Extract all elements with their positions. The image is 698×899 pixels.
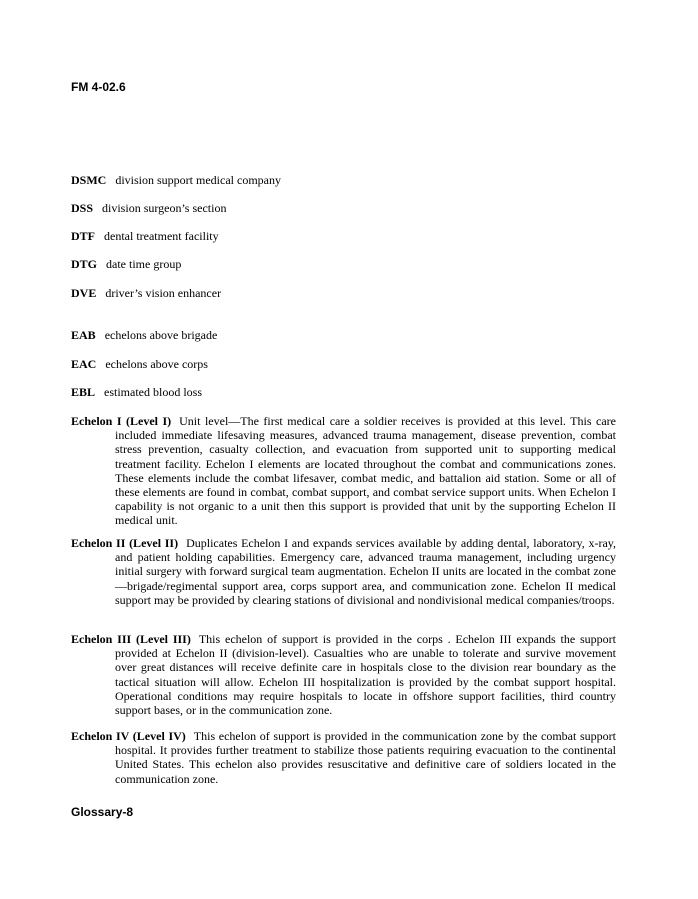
glossary-entry-echelon-iii xyxy=(71,632,616,717)
glossary-definition: date time group xyxy=(106,257,182,271)
glossary-definition: driver’s vision enhancer xyxy=(105,286,222,300)
glossary-definition: Duplicates Echelon I and expands services available by adding dental, laboratory, x-ray, and patient holding capabilities. Emergency care, advanced trauma management, including urgency initial surgery with forward surgical team augmentation. Echelon II units are located in the combat zone—brigade/regimental support area, corps support area, and communication zone. Echelon II medical support may be provided by clearing stations of divisional and nondivisional medical companies/troops. xyxy=(115,536,617,607)
glossary-term: Echelon II (Level II) xyxy=(71,536,179,550)
glossary-term: DVE xyxy=(71,286,97,300)
page-header: FM 4-02.6 xyxy=(71,80,126,94)
glossary-term: DTF xyxy=(71,229,95,243)
page-footer: Glossary-8 xyxy=(71,805,134,819)
glossary-definition: Unit level—The first medical care a soldier receives is provided at this level. This care included immediate lifesaving measures, advanced trauma management, disease prevention, combat stress prevention, casualty collection, and evacuation from supported unit to supporting medical treatment facility. Echelon I elements are located throughout the combat and communications zones. These elements include the combat lifesaver, combat medic, and battalion aid station. Some or all of these elements are found in combat, combat support, and combat service support units. When Echelon I capability is not organic to a unit then this support is provided that unit by the supporting Echelon II medical unit. xyxy=(115,414,616,528)
glossary-term: DSMC xyxy=(71,173,107,187)
glossary-entry-echelon-i xyxy=(71,414,616,528)
glossary-entry-dve xyxy=(71,286,221,301)
glossary-term: EBL xyxy=(71,385,96,399)
glossary-term: Echelon IV (Level IV) xyxy=(71,729,186,743)
glossary-definition: division surgeon’s section xyxy=(102,201,227,215)
glossary-entry-dtg xyxy=(71,257,181,272)
glossary-entry-echelon-iv xyxy=(71,729,616,786)
glossary-definition: This echelon of support is provided in the corps . Echelon III expands the support provided at Echelon II (division-level). Casualties who are unable to tolerate and survive movement over great distances will receive definite care in hospitals close to the division rear boundary as the tactical situation will allow. Echelon III hospitalization is provided by the combat support hospital. Operational conditions may require hospitals to locate in offshore support facilities, third country support bases, or in the communication zone. xyxy=(115,632,616,718)
glossary-entry-dss xyxy=(71,201,226,216)
glossary-definition: division support medical company xyxy=(115,173,281,187)
glossary-entry-echelon-ii xyxy=(71,536,616,607)
glossary-definition: echelons above brigade xyxy=(104,328,218,342)
glossary-entry-ebl xyxy=(71,385,202,400)
glossary-term: DSS xyxy=(71,201,94,215)
glossary-term: DTG xyxy=(71,257,98,271)
glossary-entry-eab xyxy=(71,328,217,343)
glossary-definition: echelons above corps xyxy=(105,357,208,371)
glossary-term: EAB xyxy=(71,328,96,342)
glossary-entry-eac xyxy=(71,357,208,372)
glossary-entry-dsmc xyxy=(71,173,281,188)
glossary-definition: estimated blood loss xyxy=(104,385,203,399)
glossary-term: EAC xyxy=(71,357,97,371)
glossary-definition: This echelon of support is provided in the communication zone by the combat support hospital. It provides further treatment to stabilize those patients requiring evacuation to the continental United States. This echelon also provides resuscitative and definitive care of soldiers located in the communication zone. xyxy=(115,729,617,786)
glossary-term: Echelon III (Level III) xyxy=(71,632,191,646)
glossary-entry-dtf xyxy=(71,229,219,244)
glossary-term: Echelon I (Level I) xyxy=(71,414,172,428)
glossary-definition: dental treatment facility xyxy=(104,229,219,243)
